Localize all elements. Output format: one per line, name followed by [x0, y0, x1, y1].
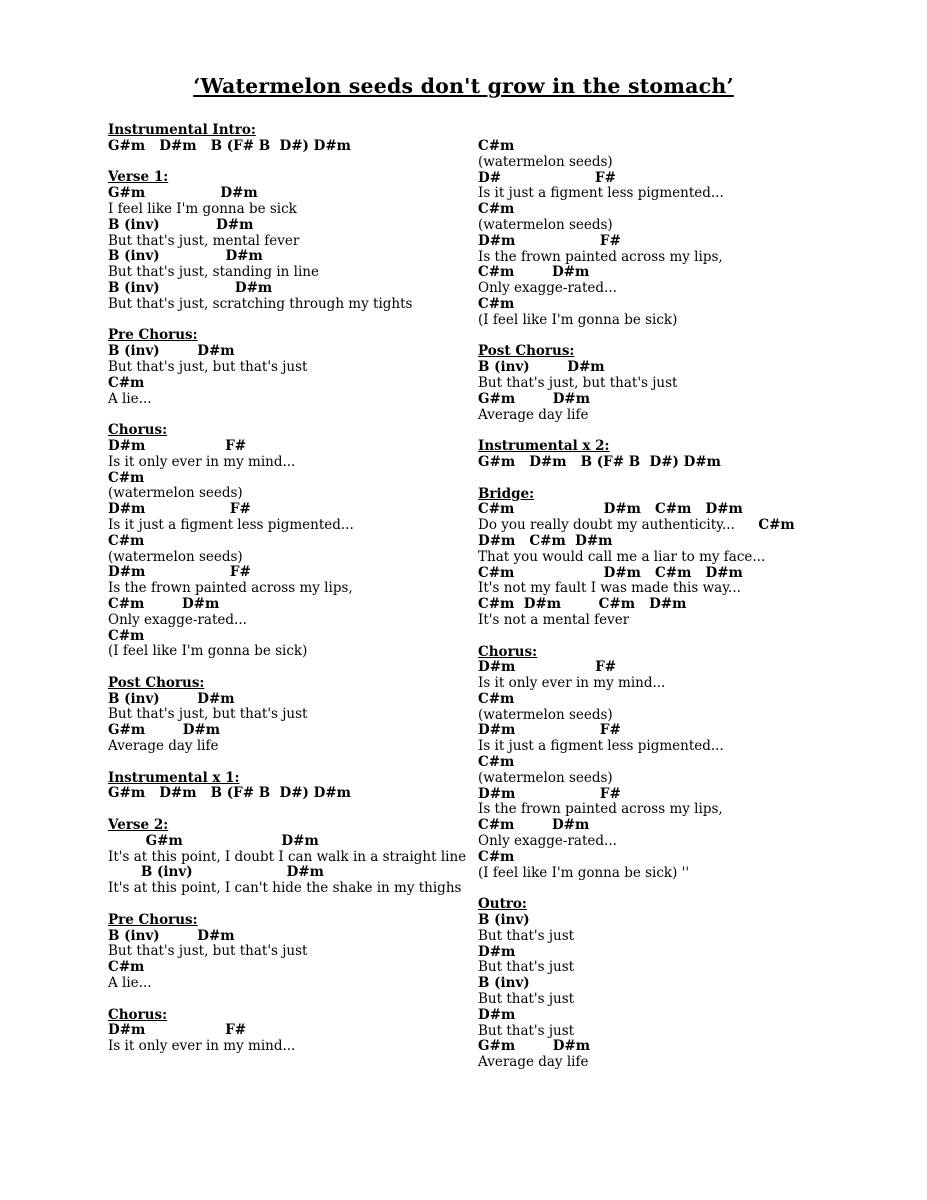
chord-line: C#m — [108, 627, 145, 644]
lyric-line: (watermelon seeds) — [478, 706, 613, 723]
song-section — [478, 897, 908, 1071]
lyric-line: But that's just, but that's just — [478, 374, 678, 391]
chord-line: D# F# — [478, 169, 616, 186]
song-section — [108, 913, 473, 992]
song-section — [108, 423, 473, 660]
song-section — [108, 123, 473, 155]
chord-line: D#m C#m D#m — [478, 532, 613, 549]
song-section — [478, 439, 908, 471]
chord-line: C#m — [478, 138, 515, 154]
lyric-line: Is the frown painted across my lips, — [478, 248, 723, 265]
chord-line: C#m D#m C#m D#m — [478, 596, 687, 613]
song-section — [478, 487, 908, 629]
section-heading: Chorus: — [108, 422, 168, 439]
lyric-line: That you would call me a liar to my face... — [478, 548, 766, 565]
lyric-line: Only exagge-rated... — [478, 833, 617, 850]
section-heading: Verse 1: — [108, 169, 169, 186]
chord-line: G#m D#m B (F# B D#) D#m — [108, 137, 351, 154]
lyric-line: (watermelon seeds) — [108, 548, 243, 565]
chord-line: C#m — [478, 690, 515, 707]
section-heading: Chorus: — [108, 1006, 168, 1023]
chord-line: D#m F# — [478, 722, 621, 739]
lyric-line: It's at this point, I can't hide the shake in my thighs — [108, 880, 462, 897]
chord-line: D#m F# — [108, 564, 251, 581]
lyric-line: Average day life — [108, 738, 219, 755]
lyric-line: Is it only ever in my mind... — [108, 453, 296, 470]
lyric-line: A lie... — [108, 390, 152, 407]
chord-line: G#m D#m — [478, 390, 591, 407]
chord-line: G#m D#m — [108, 722, 221, 739]
chord-line: D#m F# — [478, 232, 621, 249]
lyric-line: But that's just, but that's just — [108, 706, 308, 723]
chord-text: C#m — [734, 517, 795, 534]
lyric-line: But that's just, but that's just — [108, 358, 308, 375]
lyric-line: (watermelon seeds) — [108, 485, 243, 502]
lyric-line: I feel like I'm gonna be sick — [108, 200, 297, 217]
chord-line: C#m D#m — [478, 264, 590, 281]
lyric-line: Average day life — [478, 1054, 589, 1071]
lyric-line: But that's just, but that's just — [108, 943, 308, 960]
lyric-line: Is the frown painted across my lips, — [108, 580, 353, 597]
chord-line: C#m — [108, 959, 145, 976]
song-section — [108, 328, 473, 407]
lyric-line: Is the frown painted across my lips, — [478, 801, 723, 818]
lyric-line: Average day life — [478, 406, 589, 423]
chord-line: C#m — [108, 469, 145, 486]
section-heading: Instrumental x 2: — [478, 438, 610, 455]
chord-line: D#m F# — [478, 785, 621, 802]
section-heading: Post Chorus: — [108, 674, 205, 691]
chord-line: D#m F# — [108, 1022, 247, 1039]
lyric-line: But that's just — [478, 927, 575, 944]
left-column — [108, 123, 473, 1055]
chord-line: D#m F# — [108, 501, 251, 518]
section-heading: Instrumental Intro: — [108, 122, 256, 138]
section-heading: Pre Chorus: — [108, 327, 198, 344]
song-section — [478, 139, 908, 329]
lyric-line: A lie... — [108, 975, 152, 992]
chord-line: B (inv) D#m — [108, 927, 235, 944]
lyric-line: But that's just, standing in line — [108, 264, 319, 281]
lyric-line: (I feel like I'm gonna be sick) — [478, 311, 678, 328]
chord-line: C#m D#m C#m D#m — [478, 501, 743, 518]
song-section — [108, 676, 473, 755]
lyric-line: Is it just a figment less pigmented... — [478, 738, 724, 755]
lyric-line: Is it just a figment less pigmented... — [478, 185, 724, 202]
lyric-line: (watermelon seeds) — [478, 216, 613, 233]
lyric-line: (watermelon seeds) — [478, 153, 613, 170]
chord-line: G#m D#m — [478, 1038, 591, 1055]
section-heading: Post Chorus: — [478, 343, 575, 360]
song-section — [108, 818, 473, 897]
chord-line: G#m D#m B (F# B D#) D#m — [108, 785, 351, 802]
section-heading: Pre Chorus: — [108, 911, 198, 928]
chord-line: B (inv) D#m — [108, 690, 235, 707]
chord-line: C#m D#m — [478, 817, 590, 834]
chord-line: B (inv) — [478, 912, 530, 929]
chord-line: B (inv) — [478, 975, 530, 992]
lyric-line: But that's just — [478, 991, 575, 1008]
chord-line: B (inv) D#m — [108, 864, 324, 881]
chord-line: C#m — [108, 374, 145, 391]
chord-line: C#m — [108, 532, 145, 549]
lyric-line: (I feel like I'm gonna be sick) — [108, 643, 308, 660]
lyric-line: (I feel like I'm gonna be sick) '' — [478, 864, 690, 881]
song-section — [108, 771, 473, 803]
chord-line: B (inv) D#m — [108, 248, 263, 265]
lyric-line: But that's just — [478, 1022, 575, 1039]
chord-line: G#m D#m — [108, 185, 258, 202]
chord-line: D#m F# — [478, 659, 617, 676]
lyric-line: It's at this point, I doubt I can walk in a straight line — [108, 848, 467, 865]
section-heading: Bridge: — [478, 485, 535, 502]
lyric-line: It's not a mental fever — [478, 611, 630, 628]
chord-line: C#m D#m C#m D#m — [478, 564, 743, 581]
right-column — [478, 139, 908, 1071]
chord-line: C#m — [478, 848, 515, 865]
chord-line: C#m — [478, 754, 515, 771]
lyric-text: Do you really doubt my authenticity... — [478, 517, 735, 534]
chord-line: G#m D#m B (F# B D#) D#m — [478, 453, 721, 470]
lyric-line: Is it only ever in my mind... — [478, 675, 666, 692]
song-section — [108, 170, 473, 312]
chord-line: C#m — [478, 201, 515, 218]
song-section — [478, 344, 908, 423]
chord-line: B (inv) D#m — [478, 359, 605, 376]
section-heading: Chorus: — [478, 643, 538, 660]
chord-line: B (inv) D#m — [108, 216, 254, 233]
chord-line: C#m — [478, 295, 515, 312]
lyric-line: (watermelon seeds) — [478, 769, 613, 786]
section-heading: Outro: — [478, 896, 527, 913]
lyric-line: But that's just — [478, 959, 575, 976]
chord-line: B (inv) D#m — [108, 279, 273, 296]
lyric-line: But that's just, mental fever — [108, 232, 300, 249]
chord-line: C#m D#m — [108, 595, 220, 612]
song-section — [478, 645, 908, 882]
lyric-line: But that's just, scratching through my tights — [108, 295, 413, 312]
song-section — [108, 1008, 473, 1055]
lyric-line: Only exagge-rated... — [108, 611, 247, 628]
chord-line: D#m F# — [108, 437, 247, 454]
lyric-line: Is it only ever in my mind... — [108, 1038, 296, 1055]
chord-line: D#m — [478, 1006, 516, 1023]
lyric-line: Only exagge-rated... — [478, 280, 617, 297]
chord-line: D#m — [478, 943, 516, 960]
lyric-line: It's not my fault I was made this way... — [478, 580, 741, 597]
lyric-line: Is it just a figment less pigmented... — [108, 516, 354, 533]
chord-line: G#m D#m — [108, 832, 319, 849]
section-heading: Verse 2: — [108, 817, 169, 834]
section-heading: Instrumental x 1: — [108, 769, 240, 786]
chord-line: B (inv) D#m — [108, 343, 235, 360]
chord-line — [478, 518, 908, 534]
page-title: ‘Watermelon seeds don't grow in the stomach’ — [193, 74, 734, 98]
